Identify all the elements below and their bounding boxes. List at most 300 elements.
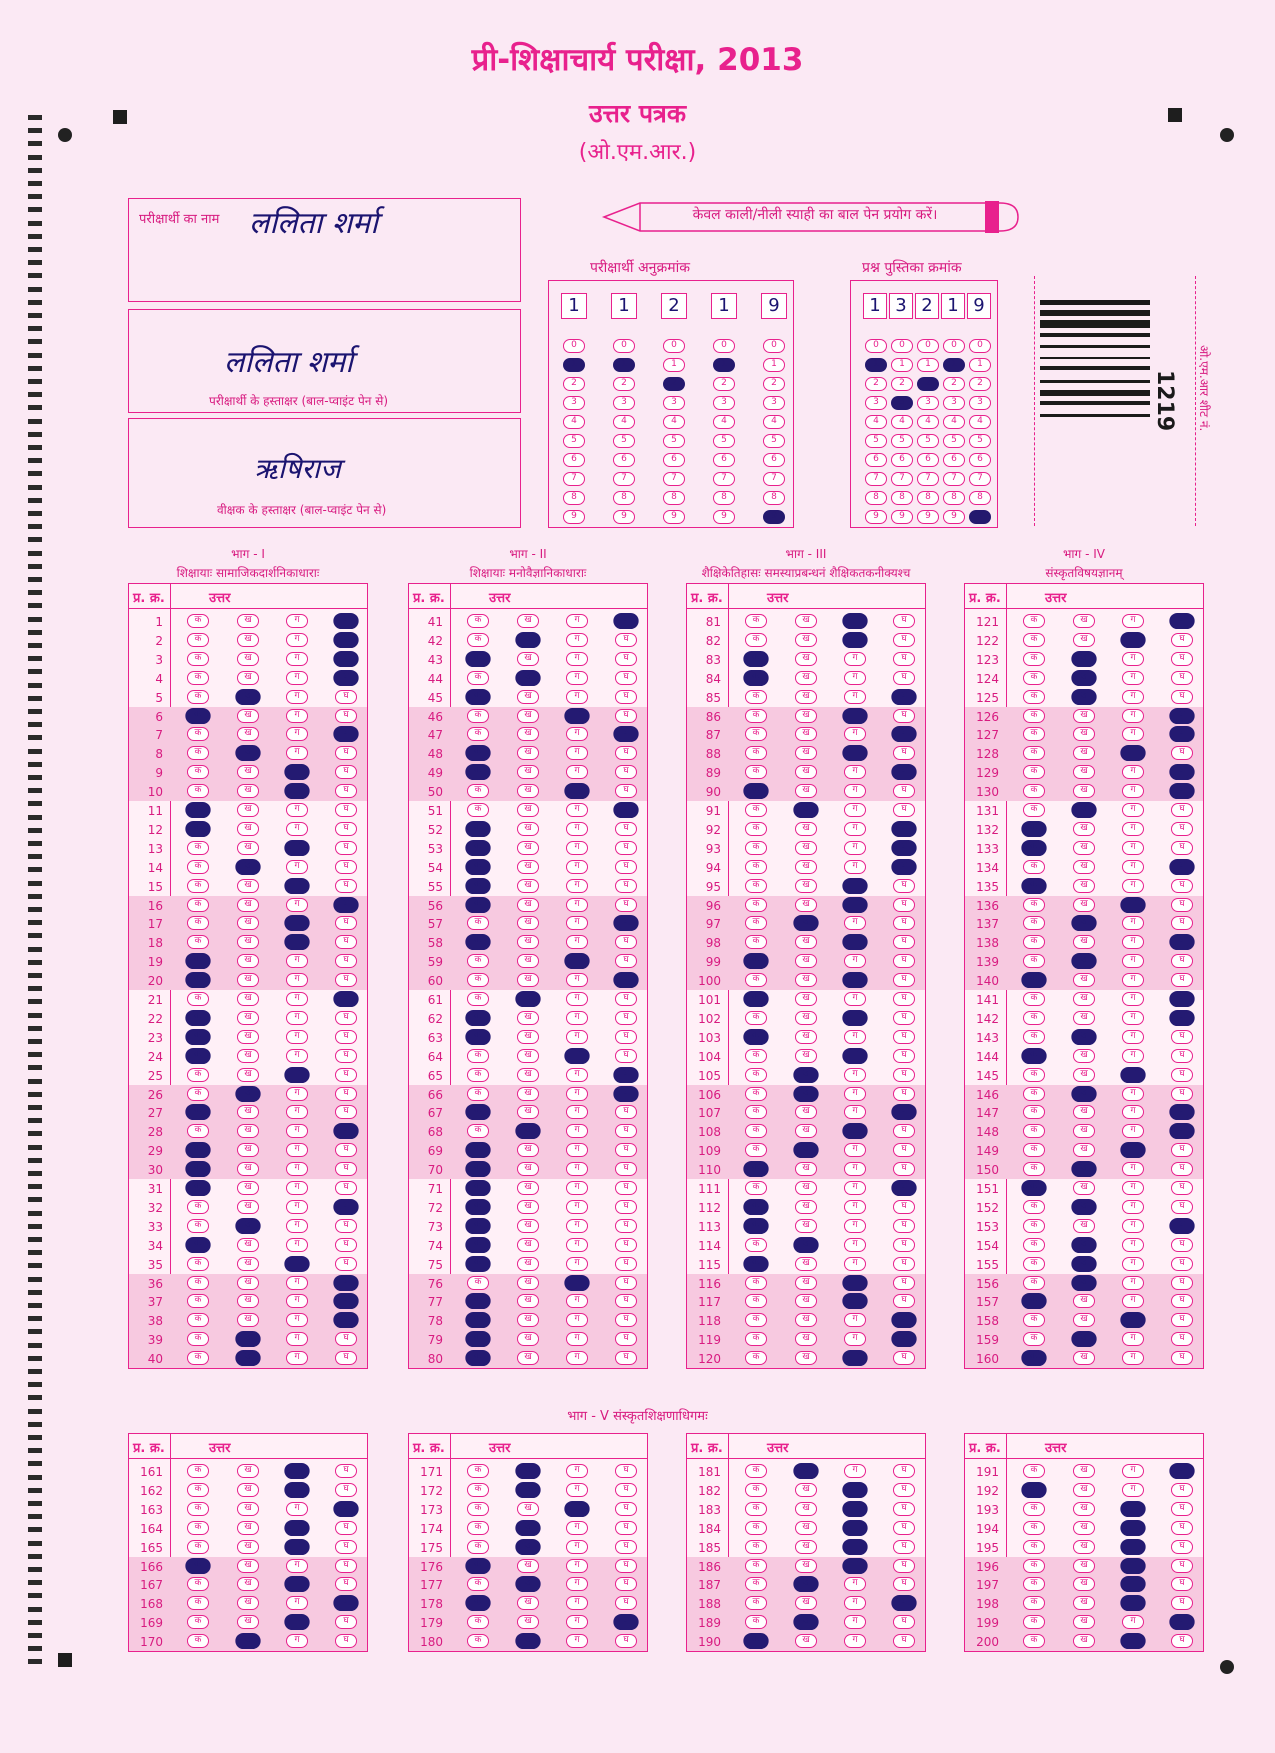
option-bubble[interactable]: क [467, 727, 489, 741]
option-bubble[interactable]: घ [615, 1238, 637, 1252]
option-bubble[interactable]: ख [795, 1634, 817, 1648]
option-bubble[interactable]: क [187, 1087, 209, 1101]
option-bubble[interactable]: घ [893, 614, 915, 628]
option-bubble[interactable]: क [745, 973, 767, 987]
option-bubble[interactable]: घ [1171, 690, 1193, 704]
option-bubble[interactable]: घ [333, 1312, 358, 1328]
option-bubble[interactable]: ख [1073, 935, 1095, 949]
option-bubble[interactable]: ख [517, 973, 539, 987]
option-bubble[interactable]: क [187, 746, 209, 760]
digit-bubble[interactable]: 5 [969, 434, 991, 448]
option-bubble[interactable]: ग [284, 764, 309, 780]
option-bubble[interactable]: ख [517, 1351, 539, 1365]
option-bubble[interactable]: ख [795, 1540, 817, 1554]
option-bubble[interactable]: ग [566, 1087, 588, 1101]
option-bubble[interactable]: ख [1071, 1237, 1096, 1253]
option-bubble[interactable]: ग [566, 992, 588, 1006]
option-bubble[interactable]: ग [842, 1010, 867, 1026]
option-bubble[interactable]: ग [842, 1501, 867, 1517]
option-bubble[interactable]: ग [284, 915, 309, 931]
option-bubble[interactable]: क [1023, 1087, 1045, 1101]
option-bubble[interactable]: ग [844, 727, 866, 741]
option-bubble[interactable]: क [745, 841, 767, 855]
digit-bubble[interactable]: 0 [563, 339, 585, 353]
option-bubble[interactable]: क [187, 1068, 209, 1082]
option-bubble[interactable]: ग [566, 1521, 588, 1535]
option-bubble[interactable]: घ [333, 1595, 358, 1611]
option-bubble[interactable]: ख [1073, 1143, 1095, 1157]
option-bubble[interactable]: ग [844, 1162, 866, 1176]
option-bubble[interactable]: क [745, 1615, 767, 1629]
digit-bubble[interactable]: 5 [613, 434, 635, 448]
option-bubble[interactable]: घ [335, 765, 357, 779]
option-bubble[interactable]: घ [333, 651, 358, 667]
option-bubble[interactable]: ग [286, 1238, 308, 1252]
option-bubble[interactable]: घ [891, 1104, 916, 1120]
digit-bubble[interactable]: 2 [763, 377, 785, 391]
option-bubble[interactable]: ख [1071, 1161, 1096, 1177]
option-bubble[interactable]: ख [237, 954, 259, 968]
option-bubble[interactable]: घ [893, 992, 915, 1006]
option-bubble[interactable]: क [467, 1540, 489, 1554]
option-bubble[interactable]: घ [333, 1199, 358, 1215]
option-bubble[interactable]: क [1023, 935, 1045, 949]
option-bubble[interactable]: घ [615, 1634, 637, 1648]
option-bubble[interactable]: ग [286, 1276, 308, 1290]
digit-bubble[interactable]: 1 [891, 358, 913, 372]
option-bubble[interactable]: घ [615, 1521, 637, 1535]
option-bubble[interactable]: ग [566, 690, 588, 704]
option-bubble[interactable]: घ [893, 1124, 915, 1138]
option-bubble[interactable]: घ [335, 1559, 357, 1573]
option-bubble[interactable]: घ [615, 671, 637, 685]
option-bubble[interactable]: ग [844, 1257, 866, 1271]
option-bubble[interactable]: घ [335, 1049, 357, 1063]
option-bubble[interactable]: ख [795, 1294, 817, 1308]
digit-bubble[interactable]: 4 [713, 415, 735, 429]
option-bubble[interactable]: घ [333, 1293, 358, 1309]
option-bubble[interactable]: घ [1171, 1030, 1193, 1044]
option-bubble[interactable]: घ [1171, 1313, 1193, 1327]
digit-bubble[interactable]: 1 [917, 358, 939, 372]
option-bubble[interactable]: क [745, 614, 767, 628]
option-bubble[interactable]: ख [517, 690, 539, 704]
option-bubble[interactable]: ख [515, 1520, 540, 1536]
option-bubble[interactable]: ख [517, 1332, 539, 1346]
option-bubble[interactable]: ग [566, 1257, 588, 1271]
option-bubble[interactable]: ख [795, 1502, 817, 1516]
option-bubble[interactable]: ख [1071, 1085, 1096, 1101]
option-bubble[interactable]: ग [286, 1162, 308, 1176]
option-bubble[interactable]: ख [1071, 689, 1096, 705]
option-bubble[interactable]: ख [1073, 1464, 1095, 1478]
option-bubble[interactable]: घ [1169, 1010, 1194, 1026]
option-bubble[interactable]: ग [286, 709, 308, 723]
option-bubble[interactable]: ख [793, 1142, 818, 1158]
option-bubble[interactable]: ख [795, 746, 817, 760]
option-bubble[interactable]: घ [615, 1105, 637, 1119]
option-bubble[interactable]: क [465, 1199, 490, 1215]
option-bubble[interactable]: ग [1122, 879, 1144, 893]
option-bubble[interactable]: ख [237, 1030, 259, 1044]
option-bubble[interactable]: ग [1122, 1200, 1144, 1214]
option-bubble[interactable]: क [185, 1557, 210, 1573]
option-bubble[interactable]: ख [237, 1294, 259, 1308]
option-bubble[interactable]: ख [1071, 802, 1096, 818]
option-bubble[interactable]: ग [842, 1539, 867, 1555]
option-bubble[interactable]: ग [286, 1559, 308, 1573]
option-bubble[interactable]: क [465, 1142, 490, 1158]
option-bubble[interactable]: क [185, 953, 210, 969]
option-bubble[interactable]: घ [335, 935, 357, 949]
option-bubble[interactable]: घ [615, 1011, 637, 1025]
option-bubble[interactable]: ख [237, 1313, 259, 1327]
option-bubble[interactable]: घ [893, 709, 915, 723]
option-bubble[interactable]: ग [1120, 1576, 1145, 1592]
option-bubble[interactable]: ग [286, 671, 308, 685]
option-bubble[interactable]: ग [1120, 1557, 1145, 1573]
option-bubble[interactable]: ख [237, 1502, 259, 1516]
option-bubble[interactable]: ख [237, 1238, 259, 1252]
option-bubble[interactable]: क [465, 1180, 490, 1196]
option-bubble[interactable]: ख [237, 1464, 259, 1478]
option-bubble[interactable]: ग [1122, 1332, 1144, 1346]
digit-bubble[interactable]: 8 [865, 491, 887, 505]
option-bubble[interactable]: ख [795, 652, 817, 666]
option-bubble[interactable]: ग [1122, 1030, 1144, 1044]
option-bubble[interactable]: ग [1122, 916, 1144, 930]
option-bubble[interactable]: घ [335, 1483, 357, 1497]
option-bubble[interactable]: घ [335, 860, 357, 874]
option-bubble[interactable]: घ [335, 954, 357, 968]
option-bubble[interactable]: क [465, 859, 490, 875]
option-bubble[interactable]: ख [237, 727, 259, 741]
option-bubble[interactable]: घ [335, 1540, 357, 1554]
option-bubble[interactable]: ग [844, 1105, 866, 1119]
option-bubble[interactable]: ख [237, 784, 259, 798]
option-bubble[interactable]: क [1023, 1577, 1045, 1591]
option-bubble[interactable]: ख [515, 1539, 540, 1555]
option-bubble[interactable]: ग [842, 896, 867, 912]
option-bubble[interactable]: ख [793, 1237, 818, 1253]
option-bubble[interactable]: ग [1122, 690, 1144, 704]
option-bubble[interactable]: क [1023, 1332, 1045, 1346]
option-bubble[interactable]: ख [1073, 1011, 1095, 1025]
option-bubble[interactable]: ग [566, 1577, 588, 1591]
option-bubble[interactable]: ग [284, 878, 309, 894]
option-bubble[interactable]: ग [844, 860, 866, 874]
option-bubble[interactable]: ग [842, 707, 867, 723]
option-bubble[interactable]: क [185, 1010, 210, 1026]
option-bubble[interactable]: ख [1071, 1029, 1096, 1045]
option-bubble[interactable]: ख [1073, 1596, 1095, 1610]
option-bubble[interactable]: ग [564, 783, 589, 799]
option-bubble[interactable]: ग [284, 1576, 309, 1592]
option-bubble[interactable]: ख [237, 1615, 259, 1629]
option-bubble[interactable]: ग [1122, 1238, 1144, 1252]
option-bubble[interactable]: ख [237, 1124, 259, 1138]
option-bubble[interactable]: क [743, 1029, 768, 1045]
option-bubble[interactable]: ख [1073, 1483, 1095, 1497]
option-bubble[interactable]: ग [1122, 671, 1144, 685]
option-bubble[interactable]: ग [286, 1181, 308, 1195]
option-bubble[interactable]: घ [335, 841, 357, 855]
option-bubble[interactable]: घ [335, 1181, 357, 1195]
option-bubble[interactable]: ग [844, 1030, 866, 1044]
option-bubble[interactable]: ख [795, 1200, 817, 1214]
option-bubble[interactable]: घ [335, 1332, 357, 1346]
option-bubble[interactable]: ख [515, 670, 540, 686]
option-bubble[interactable]: ख [1071, 670, 1096, 686]
option-bubble[interactable]: क [465, 1029, 490, 1045]
option-bubble[interactable]: ग [1122, 1294, 1144, 1308]
digit-bubble[interactable]: 7 [917, 472, 939, 486]
option-bubble[interactable]: ग [566, 746, 588, 760]
option-bubble[interactable]: घ [1171, 1521, 1193, 1535]
option-bubble[interactable]: क [745, 1483, 767, 1497]
option-bubble[interactable]: क [187, 1615, 209, 1629]
option-bubble[interactable]: क [745, 1276, 767, 1290]
option-bubble[interactable]: ख [237, 1276, 259, 1290]
option-bubble[interactable]: ख [237, 1181, 259, 1195]
option-bubble[interactable]: क [187, 1276, 209, 1290]
option-bubble[interactable]: ग [1122, 1105, 1144, 1119]
option-bubble[interactable]: क [745, 709, 767, 723]
option-bubble[interactable]: घ [1171, 1483, 1193, 1497]
option-bubble[interactable]: घ [893, 784, 915, 798]
option-bubble[interactable]: घ [1169, 707, 1194, 723]
option-bubble[interactable]: क [1023, 709, 1045, 723]
option-bubble[interactable]: ग [286, 1634, 308, 1648]
option-bubble[interactable]: ख [237, 1011, 259, 1025]
option-bubble[interactable]: ख [1073, 1068, 1095, 1082]
option-bubble[interactable]: घ [335, 803, 357, 817]
option-bubble[interactable]: ख [517, 652, 539, 666]
option-bubble[interactable]: ग [566, 1162, 588, 1176]
option-bubble[interactable]: घ [613, 613, 638, 629]
digit-bubble[interactable]: 7 [563, 472, 585, 486]
option-bubble[interactable]: घ [615, 1049, 637, 1063]
option-bubble[interactable]: ख [1073, 841, 1095, 855]
option-bubble[interactable]: घ [613, 726, 638, 742]
option-bubble[interactable]: क [1023, 1011, 1045, 1025]
digit-bubble[interactable]: 7 [865, 472, 887, 486]
option-bubble[interactable]: ख [1073, 1521, 1095, 1535]
option-bubble[interactable]: ग [566, 671, 588, 685]
option-bubble[interactable]: ख [793, 1463, 818, 1479]
option-bubble[interactable]: क [1021, 1180, 1046, 1196]
option-bubble[interactable]: घ [891, 821, 916, 837]
option-bubble[interactable]: घ [893, 898, 915, 912]
option-bubble[interactable]: ग [566, 1540, 588, 1554]
option-bubble[interactable]: घ [1169, 1218, 1194, 1234]
option-bubble[interactable]: क [743, 991, 768, 1007]
option-bubble[interactable]: क [467, 1634, 489, 1648]
option-bubble[interactable]: घ [893, 1294, 915, 1308]
option-bubble[interactable]: ग [1120, 632, 1145, 648]
option-bubble[interactable]: घ [335, 1257, 357, 1271]
option-bubble[interactable]: ख [237, 879, 259, 893]
option-bubble[interactable]: ग [844, 652, 866, 666]
option-bubble[interactable]: घ [335, 1087, 357, 1101]
option-bubble[interactable]: ख [1073, 973, 1095, 987]
option-bubble[interactable]: क [1023, 1200, 1045, 1214]
option-bubble[interactable]: क [467, 1124, 489, 1138]
option-bubble[interactable]: क [745, 1049, 767, 1063]
digit-bubble[interactable]: 5 [763, 434, 785, 448]
option-bubble[interactable]: क [465, 896, 490, 912]
option-bubble[interactable]: घ [615, 1200, 637, 1214]
option-bubble[interactable]: क [745, 765, 767, 779]
option-bubble[interactable]: ख [517, 614, 539, 628]
option-bubble[interactable]: घ [893, 1540, 915, 1554]
option-bubble[interactable]: ख [795, 1219, 817, 1233]
option-bubble[interactable]: ग [844, 1238, 866, 1252]
option-bubble[interactable]: घ [335, 1634, 357, 1648]
digit-bubble[interactable]: 4 [763, 415, 785, 429]
option-bubble[interactable]: घ [335, 690, 357, 704]
option-bubble[interactable]: घ [1169, 991, 1194, 1007]
digit-bubble[interactable]: 2 [917, 377, 939, 391]
option-bubble[interactable]: ग [286, 746, 308, 760]
option-bubble[interactable]: घ [1171, 954, 1193, 968]
digit-bubble[interactable]: 7 [943, 472, 965, 486]
option-bubble[interactable]: ख [517, 1276, 539, 1290]
option-bubble[interactable]: क [745, 822, 767, 836]
digit-bubble[interactable]: 4 [943, 415, 965, 429]
option-bubble[interactable]: घ [1171, 803, 1193, 817]
option-bubble[interactable]: ख [1073, 1540, 1095, 1554]
option-bubble[interactable]: ख [515, 1463, 540, 1479]
option-bubble[interactable]: क [1021, 878, 1046, 894]
option-bubble[interactable]: घ [1169, 934, 1194, 950]
option-bubble[interactable]: घ [893, 1087, 915, 1101]
digit-bubble[interactable]: 1 [943, 358, 965, 372]
option-bubble[interactable]: ख [1073, 1124, 1095, 1138]
digit-bubble[interactable]: 3 [865, 396, 887, 410]
option-bubble[interactable]: घ [893, 1464, 915, 1478]
option-bubble[interactable]: घ [891, 1180, 916, 1196]
option-bubble[interactable]: ग [286, 652, 308, 666]
option-bubble[interactable]: ग [284, 1539, 309, 1555]
option-bubble[interactable]: ख [1071, 1274, 1096, 1290]
option-bubble[interactable]: ख [237, 1162, 259, 1176]
option-bubble[interactable]: ख [517, 765, 539, 779]
digit-bubble[interactable]: 0 [713, 339, 735, 353]
digit-bubble[interactable]: 0 [891, 339, 913, 353]
option-bubble[interactable]: ग [566, 973, 588, 987]
digit-bubble[interactable]: 8 [663, 491, 685, 505]
option-bubble[interactable]: क [745, 633, 767, 647]
option-bubble[interactable]: क [745, 1332, 767, 1346]
option-bubble[interactable]: घ [333, 1274, 358, 1290]
option-bubble[interactable]: ख [795, 1332, 817, 1346]
digit-bubble[interactable]: 5 [943, 434, 965, 448]
option-bubble[interactable]: घ [1171, 916, 1193, 930]
option-bubble[interactable]: ख [517, 954, 539, 968]
option-bubble[interactable]: ग [1120, 1633, 1145, 1649]
option-bubble[interactable]: क [1023, 992, 1045, 1006]
option-bubble[interactable]: ख [235, 1633, 260, 1649]
option-bubble[interactable]: क [745, 1105, 767, 1119]
digit-bubble[interactable]: 5 [865, 434, 887, 448]
option-bubble[interactable]: क [745, 1596, 767, 1610]
option-bubble[interactable]: ग [566, 1351, 588, 1365]
digit-bubble[interactable]: 6 [969, 453, 991, 467]
option-bubble[interactable]: घ [615, 1332, 637, 1346]
option-bubble[interactable]: घ [335, 822, 357, 836]
option-bubble[interactable]: घ [1171, 1181, 1193, 1195]
digit-bubble[interactable]: 5 [917, 434, 939, 448]
option-bubble[interactable]: ख [793, 1576, 818, 1592]
option-bubble[interactable]: ख [795, 1351, 817, 1365]
option-bubble[interactable]: ख [793, 1085, 818, 1101]
option-bubble[interactable]: क [1023, 1502, 1045, 1516]
option-bubble[interactable]: ग [566, 1200, 588, 1214]
option-bubble[interactable]: ग [284, 934, 309, 950]
option-bubble[interactable]: क [465, 934, 490, 950]
option-bubble[interactable]: क [1023, 690, 1045, 704]
option-bubble[interactable]: ग [844, 1332, 866, 1346]
option-bubble[interactable]: घ [335, 1068, 357, 1082]
option-bubble[interactable]: क [1023, 1276, 1045, 1290]
option-bubble[interactable]: ख [517, 898, 539, 912]
option-bubble[interactable]: ख [235, 745, 260, 761]
digit-bubble[interactable]: 2 [943, 377, 965, 391]
option-bubble[interactable]: ख [235, 1331, 260, 1347]
option-bubble[interactable]: ख [1073, 633, 1095, 647]
option-bubble[interactable]: क [743, 1199, 768, 1215]
option-bubble[interactable]: क [185, 1180, 210, 1196]
option-bubble[interactable]: घ [893, 1049, 915, 1063]
option-bubble[interactable]: ख [795, 954, 817, 968]
option-bubble[interactable]: क [1023, 1030, 1045, 1044]
option-bubble[interactable]: घ [615, 765, 637, 779]
option-bubble[interactable]: घ [1169, 1463, 1194, 1479]
option-bubble[interactable]: घ [615, 841, 637, 855]
option-bubble[interactable]: क [465, 1350, 490, 1366]
option-bubble[interactable]: ग [566, 1559, 588, 1573]
option-bubble[interactable]: घ [893, 935, 915, 949]
option-bubble[interactable]: क [745, 1502, 767, 1516]
option-bubble[interactable]: ग [842, 1557, 867, 1573]
option-bubble[interactable]: ख [795, 1313, 817, 1327]
option-bubble[interactable]: ग [284, 1067, 309, 1083]
option-bubble[interactable]: ग [844, 1464, 866, 1478]
option-bubble[interactable]: ख [517, 1162, 539, 1176]
option-bubble[interactable]: क [1021, 1293, 1046, 1309]
option-bubble[interactable]: ग [844, 1219, 866, 1233]
option-bubble[interactable]: ख [517, 1596, 539, 1610]
option-bubble[interactable]: क [465, 821, 490, 837]
option-bubble[interactable]: ग [566, 879, 588, 893]
option-bubble[interactable]: ग [566, 1483, 588, 1497]
option-bubble[interactable]: ग [842, 878, 867, 894]
option-bubble[interactable]: ग [564, 953, 589, 969]
digit-bubble[interactable]: 0 [663, 339, 685, 353]
option-bubble[interactable]: क [1023, 1105, 1045, 1119]
option-bubble[interactable]: ग [566, 841, 588, 855]
option-bubble[interactable]: घ [1171, 841, 1193, 855]
option-bubble[interactable]: क [187, 935, 209, 949]
option-bubble[interactable]: क [185, 1029, 210, 1045]
option-bubble[interactable]: क [187, 784, 209, 798]
option-bubble[interactable]: क [745, 746, 767, 760]
option-bubble[interactable]: ग [566, 1181, 588, 1195]
option-bubble[interactable]: घ [335, 1143, 357, 1157]
option-bubble[interactable]: क [465, 745, 490, 761]
option-bubble[interactable]: ग [842, 1520, 867, 1536]
